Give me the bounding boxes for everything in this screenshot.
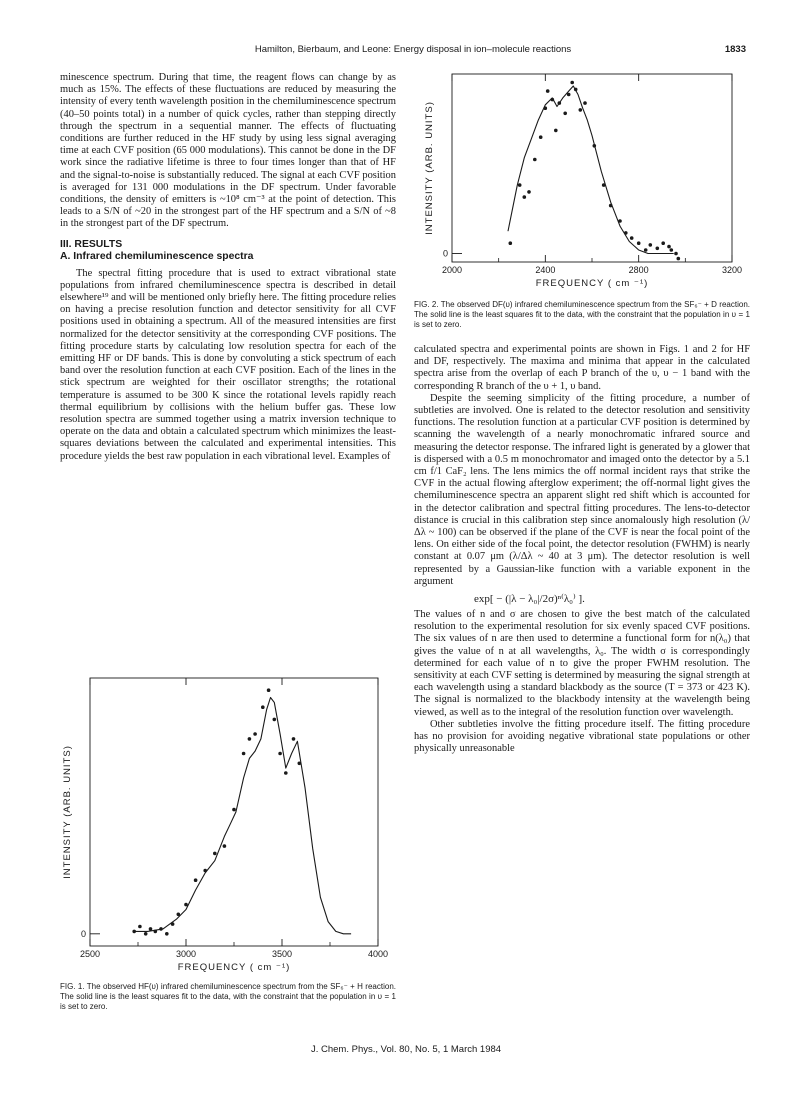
fig2-xlabel: FREQUENCY ( cm ⁻¹)	[535, 278, 649, 289]
fig2-data-point	[656, 247, 660, 251]
fig1-fit-line	[134, 698, 351, 934]
fig1-data-point	[232, 808, 236, 812]
fig2-data-point	[539, 135, 543, 139]
fig1-data-point	[144, 932, 148, 936]
fig2-data-point	[677, 257, 681, 261]
fig2-xtick-label: 2000	[441, 265, 463, 275]
page-number: 1833	[724, 44, 746, 55]
figure-1-chart	[60, 666, 396, 976]
fig1-data-point	[242, 752, 246, 756]
fig2-data-point	[667, 245, 671, 249]
right-paragraph-1: calculated spectra and experimental points are shown in Figs. 1 and 2 for HF and DF, respectively. The maxima and minima that appear in the calculated spectra arise from the overlap of each P branch of the υ, υ − 1 band with the corresponding R branch of the υ + 1, υ band.	[414, 344, 750, 392]
fig1-ytick-label: 0	[80, 928, 86, 939]
fig1-xtick-label: 4000	[367, 949, 389, 959]
fig2-xtick-label: 2400	[535, 265, 556, 275]
right-paragraph-2: Despite the seeming simplicity of the fitting procedure, a number of subtleties are involved. One is related to the detector resolution and sensitivity functions. The resolution function at a particular CVF position is determined by scanning the wavelength of a nearly monochromatic infrared source and measuring the detector response. The infrared light is generated by a glower that is dispersed with a 0.5 m monochromator and imaged onto the detector by a 5.1 cm f/1 CaF₂ lens. The lens mimics the off normal incident rays that strike the CVF in the actual flowing afterglow experiment; the off-normal light gives the chemiluminescence spectra an apparent slight red shift which is accounted for in the detector calibration and spectral fitting procedures. The lens-to-detector distance is crucial in this calibration step since anomalously high resolution (λ/Δλ ~ 100) can be observed if the plane of the CVF is near the focal point of the lens. On either side of the focal point, the detector resolution (FWHM) is nearly constant at 0.07 μm (λ/Δλ ~ 40 at 3 μm). The detector resolution is well represented by a Gaussian-like function with a variable exponent in the argument	[414, 392, 750, 587]
fig1-ylabel: INTENSITY (ARB. UNITS)	[62, 745, 73, 879]
fig1-data-point	[273, 718, 277, 722]
section-heading: III. RESULTS	[60, 238, 123, 250]
figure-1	[60, 666, 396, 976]
right-column	[414, 300, 750, 756]
fig1-data-point	[253, 732, 257, 736]
fig1-data-point	[278, 752, 282, 756]
fig2-xtick-label: 3200	[721, 265, 743, 275]
fig1-data-point	[261, 705, 265, 709]
fig2-plot-frame	[452, 74, 732, 262]
fig1-xlabel: FREQUENCY ( cm ⁻¹)	[177, 962, 291, 973]
fig2-xtick-label: 2800	[628, 265, 649, 275]
fig2-data-point	[546, 89, 550, 93]
figure-2-caption: FIG. 2. The observed DF(υ) infrared chemiluminescence spectrum from the SF₆⁻ + D reaction. The solid line is the least squares fit to the data, with the constraint that the population in υ = 1 is set to zero.	[414, 300, 750, 329]
fig1-plot-frame	[90, 678, 378, 946]
resolution-equation: exp[ − (|λ − λ₀|/2σ)ⁿ⁽λ₀⁾ ].	[474, 593, 585, 606]
fig1-data-point	[165, 932, 169, 936]
fig1-data-point	[194, 878, 198, 882]
fig1-data-point	[138, 925, 142, 929]
fig2-data-point	[630, 236, 634, 240]
left-paragraph-2: The spectral fitting procedure that is used to extract vibrational state populations from infrared chemiluminescence spectra is described in detail elsewhere¹⁹ and will be mentioned only briefly here. The fitting procedure relies on having a precise resolution function and detector sensitivity for all CVF positions used in obtaining a spectrum. All of the measured intensities are first normalized for the detector sensitivity at the corresponding CVF positions. The fitting procedure starts by calculating low resolution spectra for each of the emitting HF or DF bands. This is done by convoluting a stick spectrum of each band over the resolution function at each CVF position. Each of the lines in the stick spectrum are weighted for their oscillator strengths; the rotational temperature is assumed to be 300 K since the rotational levels rapidly reach thermal equilibrium by collisions with the helium buffer gas. These low resolution spectra are summed together using a matrix inversion technique to operate on the data and obtain a calculated spectrum which minimizes the least-squares deviations between the calculated and experimental intensities. This procedure yields the best raw population in each vibrational level. Examples of	[60, 267, 396, 462]
fig2-data-point	[649, 243, 653, 247]
left-paragraph-1: minescence spectrum. During that time, the reagent flows can change by as much as 15%. The effects of these fluctuations are reduced by measuring the intensity of every tenth wavelength position in the chemiluminescence spectrum (40–50 points total) in a number of quick cycles, rather than stepping directly through the spectrum in a sequential manner. The effects of fluctuating conditions are further reduced in the HF study by using less signal averaging time at each CVF position (65 000 modulations). This cannot be done in the DF work since the radiative lifetime is three to four times longer than that of HF and the signal-to-noise is substantially reduced. The signal at each CVF position is averaged for 131 000 modulations in the DF spectrum. Under favorable conditions, the density of emitters is ~10⁸ cm⁻³ at the point of detection. This leads to a S/N of ~20 in the strongest part of the HF spectrum and a S/N of ~8 in the strongest part of the DF spectrum.	[60, 72, 396, 230]
figure-2-chart	[414, 66, 750, 290]
fig2-data-point	[674, 252, 678, 256]
fig2-data-point	[554, 129, 558, 133]
fig2-data-point	[637, 241, 641, 245]
fig1-xtick-label: 3500	[271, 949, 293, 959]
fig1-data-point	[248, 737, 252, 741]
fig1-data-point	[223, 844, 227, 848]
figure-2	[414, 66, 750, 290]
fig2-data-point	[579, 108, 583, 112]
fig2-ytick-label: 0	[442, 248, 448, 259]
fig2-data-point	[644, 248, 648, 252]
fig2-data-point	[518, 183, 522, 187]
fig2-data-point	[583, 101, 587, 105]
fig1-data-point	[292, 737, 296, 741]
fig2-fit-line	[508, 86, 674, 254]
fig2-data-point	[527, 190, 531, 194]
right-paragraph-4: Other subtleties involve the fitting procedure itself. The fitting procedure has no provision for avoiding negative vibrational state populations or other physically unreasonable	[414, 718, 750, 755]
subsection-heading: A. Infrared chemiluminescence spectra	[60, 251, 254, 263]
fig1-data-point	[149, 927, 153, 931]
fig1-xtick-label: 2500	[79, 949, 101, 959]
fig2-ylabel: INTENSITY (ARB. UNITS)	[424, 101, 435, 235]
fig2-data-point	[570, 81, 574, 85]
fig2-data-point	[509, 241, 513, 245]
fig2-data-point	[670, 248, 674, 252]
fig1-xtick-label: 3000	[175, 949, 197, 959]
running-header	[60, 44, 746, 58]
fig1-data-point	[213, 852, 217, 856]
fig1-data-point	[267, 688, 271, 692]
fig2-data-point	[533, 158, 537, 162]
running-title: Hamilton, Bierbaum, and Leone: Energy disposal in ion–molecule reactions	[254, 44, 572, 55]
fig2-data-point	[661, 241, 665, 245]
figure-1-caption: FIG. 1. The observed HF(υ) infrared chemiluminescence spectrum from the SF₆⁻ + H reaction. The solid line is the least squares fit to the data, with the constraint that the population in υ = 1 is set to zero.	[60, 982, 396, 1011]
fig2-data-point	[523, 195, 527, 199]
right-paragraph-3: The values of n and σ are chosen to give the best match of the calculated resolution to the experimental resolution for six evenly spaced CVF positions. The six values of n are then used to determine a functional form for n(λ₀) that gives the value of n at all wavelengths, λ₀. The width σ is correspondingly determined for each value of n to give the proper FWHM resolution. The sensitivity at each CVF setting is determined by measuring the signal strength at each wavelength using a standard blackbody as the source (T = 373 or 423 K). The signal is normalized to the blackbody intensity at the wavelength being viewed, as well as to the integral of the resolution function over wavelength.	[414, 609, 750, 718]
left-column	[60, 72, 396, 463]
fig1-data-point	[284, 771, 288, 775]
fig2-data-point	[563, 112, 567, 116]
journal-footer: J. Chem. Phys., Vol. 80, No. 5, 1 March 1984	[310, 1044, 502, 1055]
